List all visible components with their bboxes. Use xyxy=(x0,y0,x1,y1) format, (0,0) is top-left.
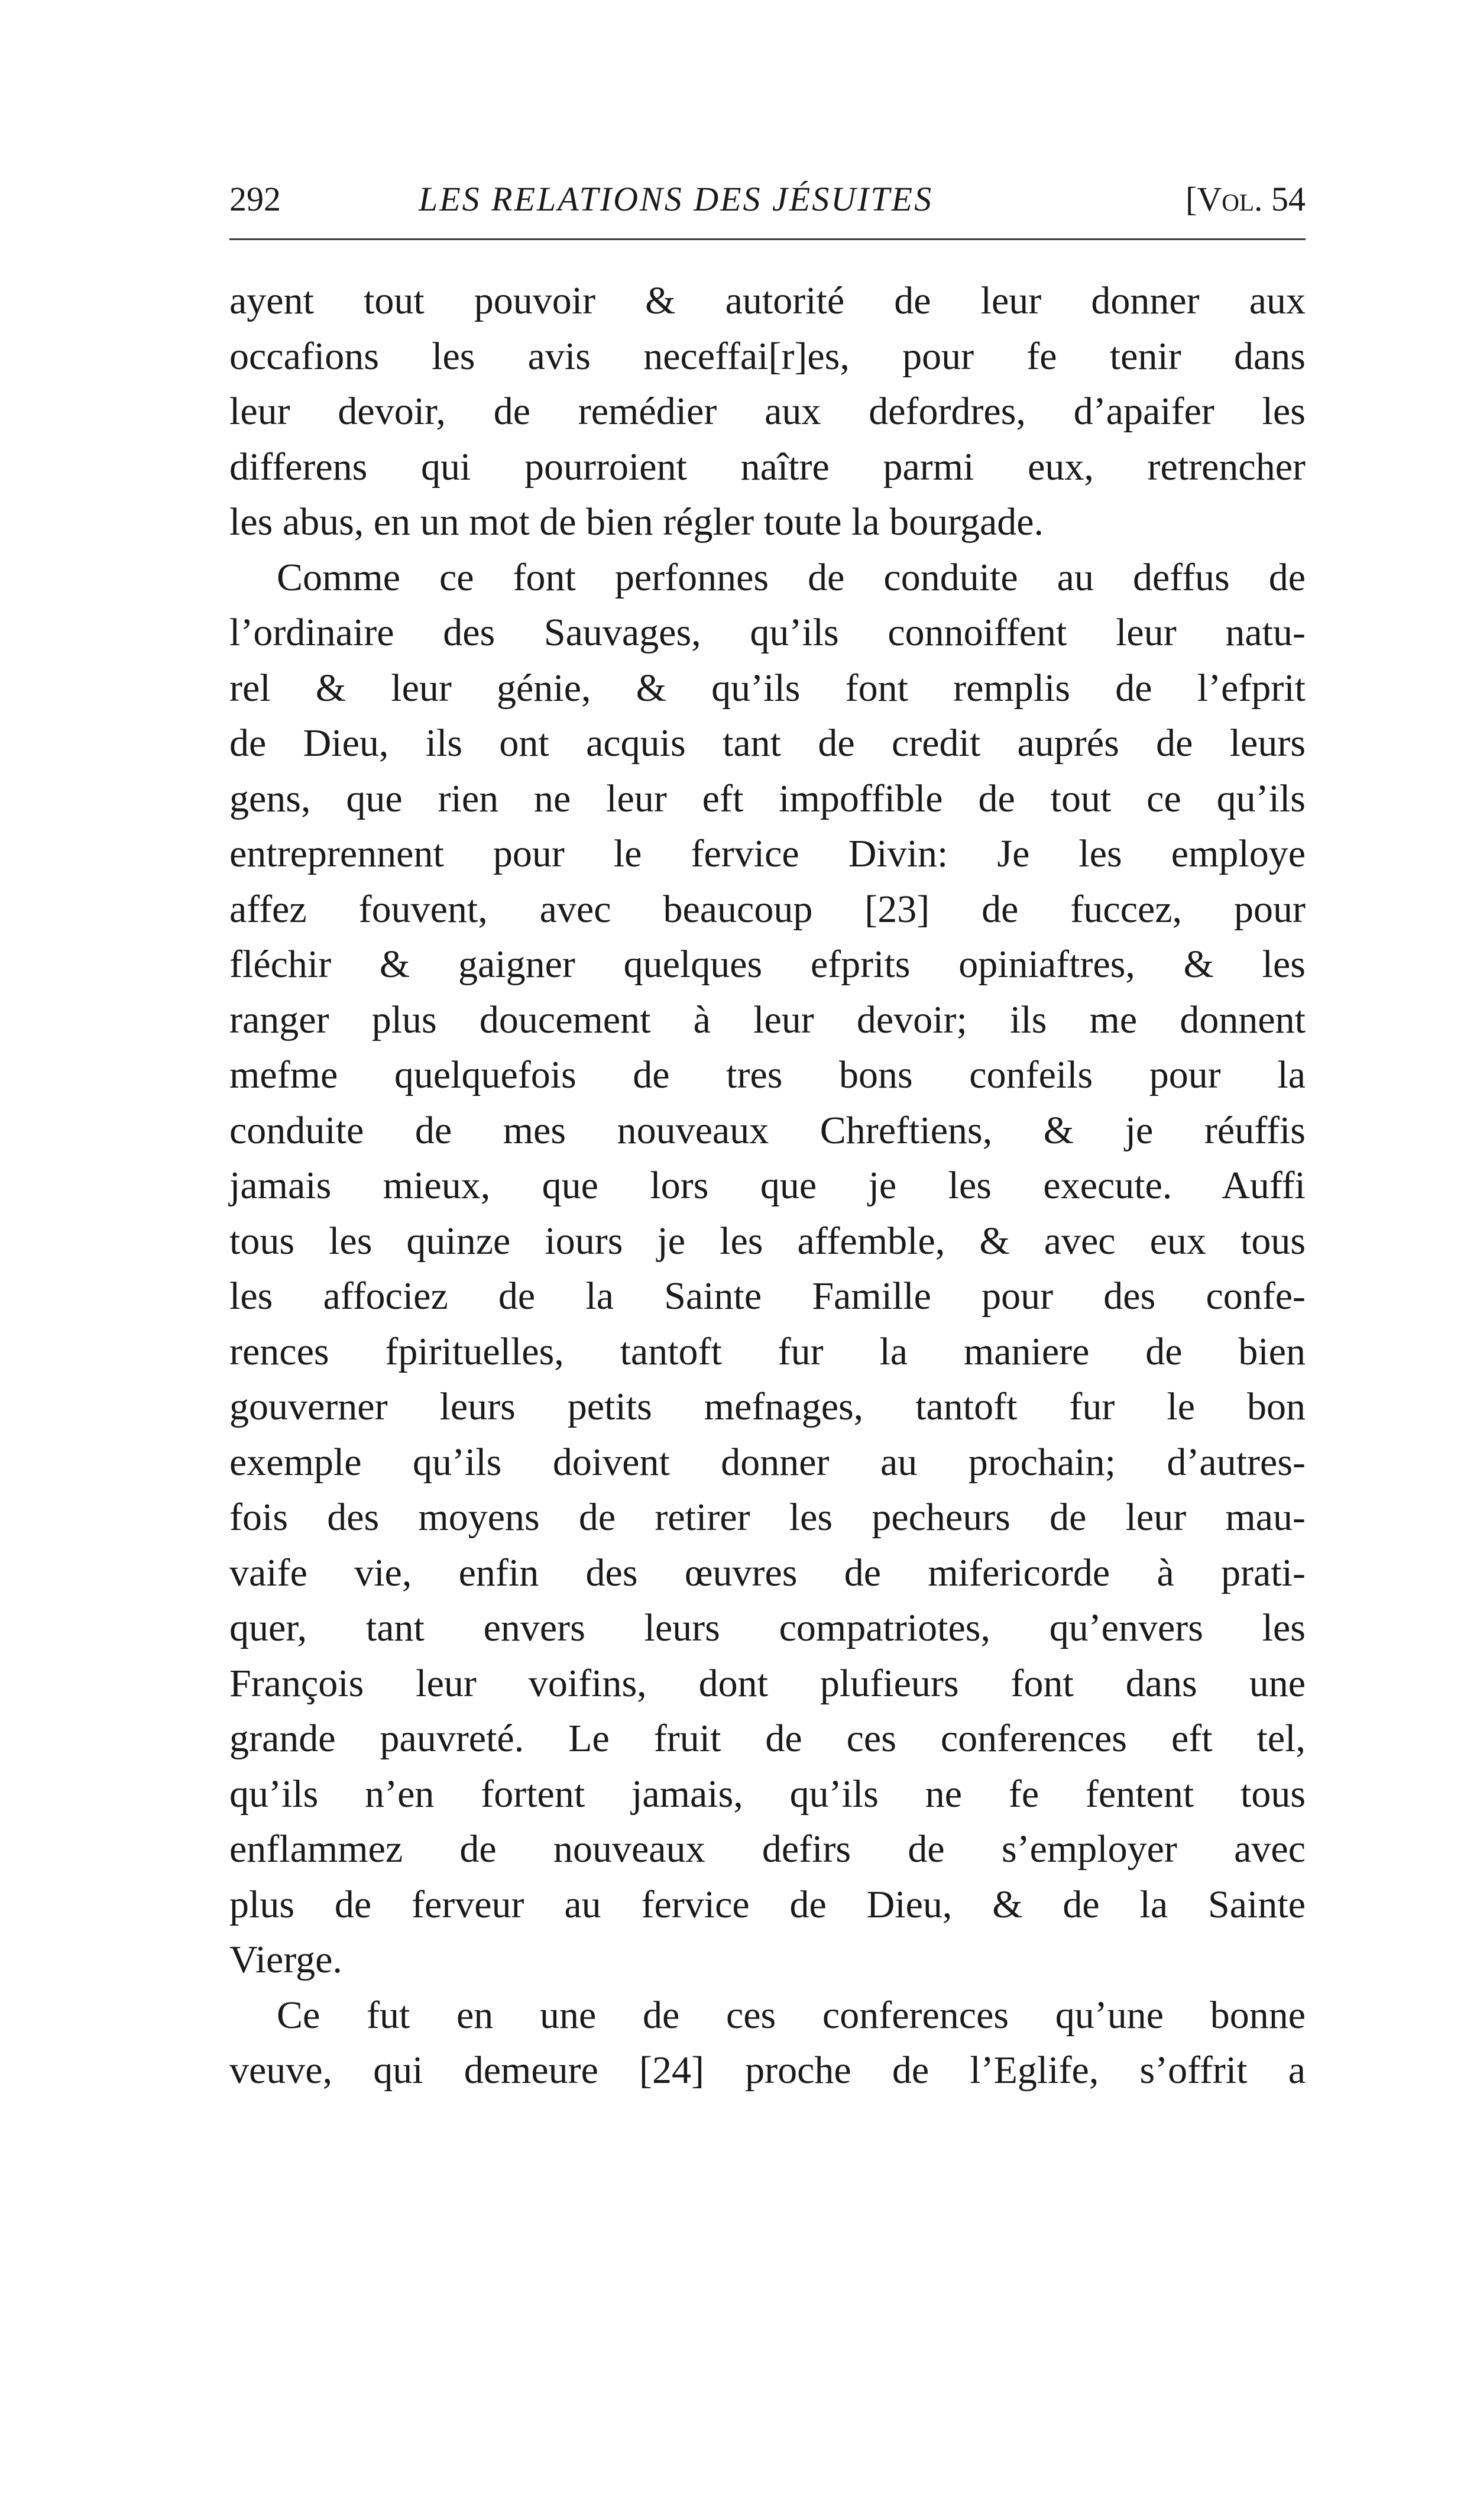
text-line: fois des moyens de retirer les pecheurs de leur mau- xyxy=(229,1496,1306,1539)
text-line: jamais mieux, que lors que je les execute. Auffi xyxy=(229,1164,1306,1207)
running-title: LES RELATIONS DES JÉSUITES xyxy=(419,180,934,218)
text-line: vaife vie, enfin des œuvres de mifericorde à prati- xyxy=(229,1551,1306,1594)
text-line: differens qui pourroient naître parmi eux, retrencher xyxy=(229,445,1306,489)
text-line: leur devoir, de remédier aux defordres, d’apaifer les xyxy=(229,390,1306,433)
text-line: François leur voifins, dont plufieurs font dans une xyxy=(229,1661,1306,1705)
text-line: ranger plus doucement à leur devoir; ils me donnent xyxy=(229,998,1306,1041)
text-line: veuve, qui demeure [24] proche de l’Eglife, s’offrit a xyxy=(229,2049,1306,2092)
volume-label: [Vol. 54 xyxy=(1186,180,1306,218)
text-line: ayent tout pouvoir & autorité de leur donner aux xyxy=(229,279,1306,322)
text-line: gens, que rien ne leur eft impoffible de tout ce qu’ils xyxy=(229,777,1306,820)
text-line: exemple qu’ils doivent donner au prochain; d’autres- xyxy=(229,1440,1306,1484)
text-line: fléchir & gaigner quelques efprits opiniaftres, & les xyxy=(229,943,1306,986)
text-line: grande pauvreté. Le fruit de ces conferences eft tel, xyxy=(229,1717,1306,1760)
text-line: rences fpirituelles, tantoft fur la maniere de bien xyxy=(229,1329,1306,1373)
text-line: rel & leur génie, & qu’ils font remplis de l’efprit xyxy=(229,666,1306,710)
text-line: qu’ils n’en fortent jamais, qu’ils ne fe fentent tous xyxy=(229,1772,1306,1816)
text-line: conduite de mes nouveaux Chreftiens, & je réuffis xyxy=(229,1108,1306,1152)
text-line: quer, tant envers leurs compatriotes, qu’envers les xyxy=(229,1606,1306,1649)
text-line: les affociez de la Sainte Famille pour des confe- xyxy=(229,1274,1306,1318)
text-line: enflammez de nouveaux defirs de s’employer avec xyxy=(229,1827,1306,1871)
text-line: occafions les avis neceffai[r]es, pour fe tenir dans xyxy=(229,334,1306,378)
text-line: l’ordinaire des Sauvages, qu’ils connoiffent leur natu- xyxy=(229,611,1306,654)
text-line: tous les quinze iours je les affemble, & avec eux tous xyxy=(229,1219,1306,1263)
text-line: entreprennent pour le fervice Divin: Je les employe xyxy=(229,832,1306,875)
text-line: Vierge. xyxy=(229,1938,342,1981)
paragraph-start: Comme ce font perfonnes de conduite au deffus de xyxy=(277,555,1306,599)
text-line: affez fouvent, avec beaucoup [23] de fuccez, pour xyxy=(229,887,1306,931)
header-rule xyxy=(229,238,1306,240)
text-line: gouverner leurs petits mefnages, tantoft fur le bon xyxy=(229,1385,1306,1428)
text-line: les abus, en un mot de bien régler toute la bourgade. xyxy=(229,500,1044,544)
paragraph-start: Ce fut en une de ces conferences qu’une bonne xyxy=(277,1993,1306,2037)
text-line: mefme quelquefois de tres bons confeils pour la xyxy=(229,1053,1306,1096)
page-number: 292 xyxy=(229,180,281,218)
text-line: plus de ferveur au fervice de Dieu, & de la Sainte xyxy=(229,1882,1306,1926)
running-head xyxy=(229,173,1306,226)
text-line: de Dieu, ils ont acquis tant de credit auprés de leurs xyxy=(229,722,1306,765)
body-text xyxy=(229,273,1306,2098)
